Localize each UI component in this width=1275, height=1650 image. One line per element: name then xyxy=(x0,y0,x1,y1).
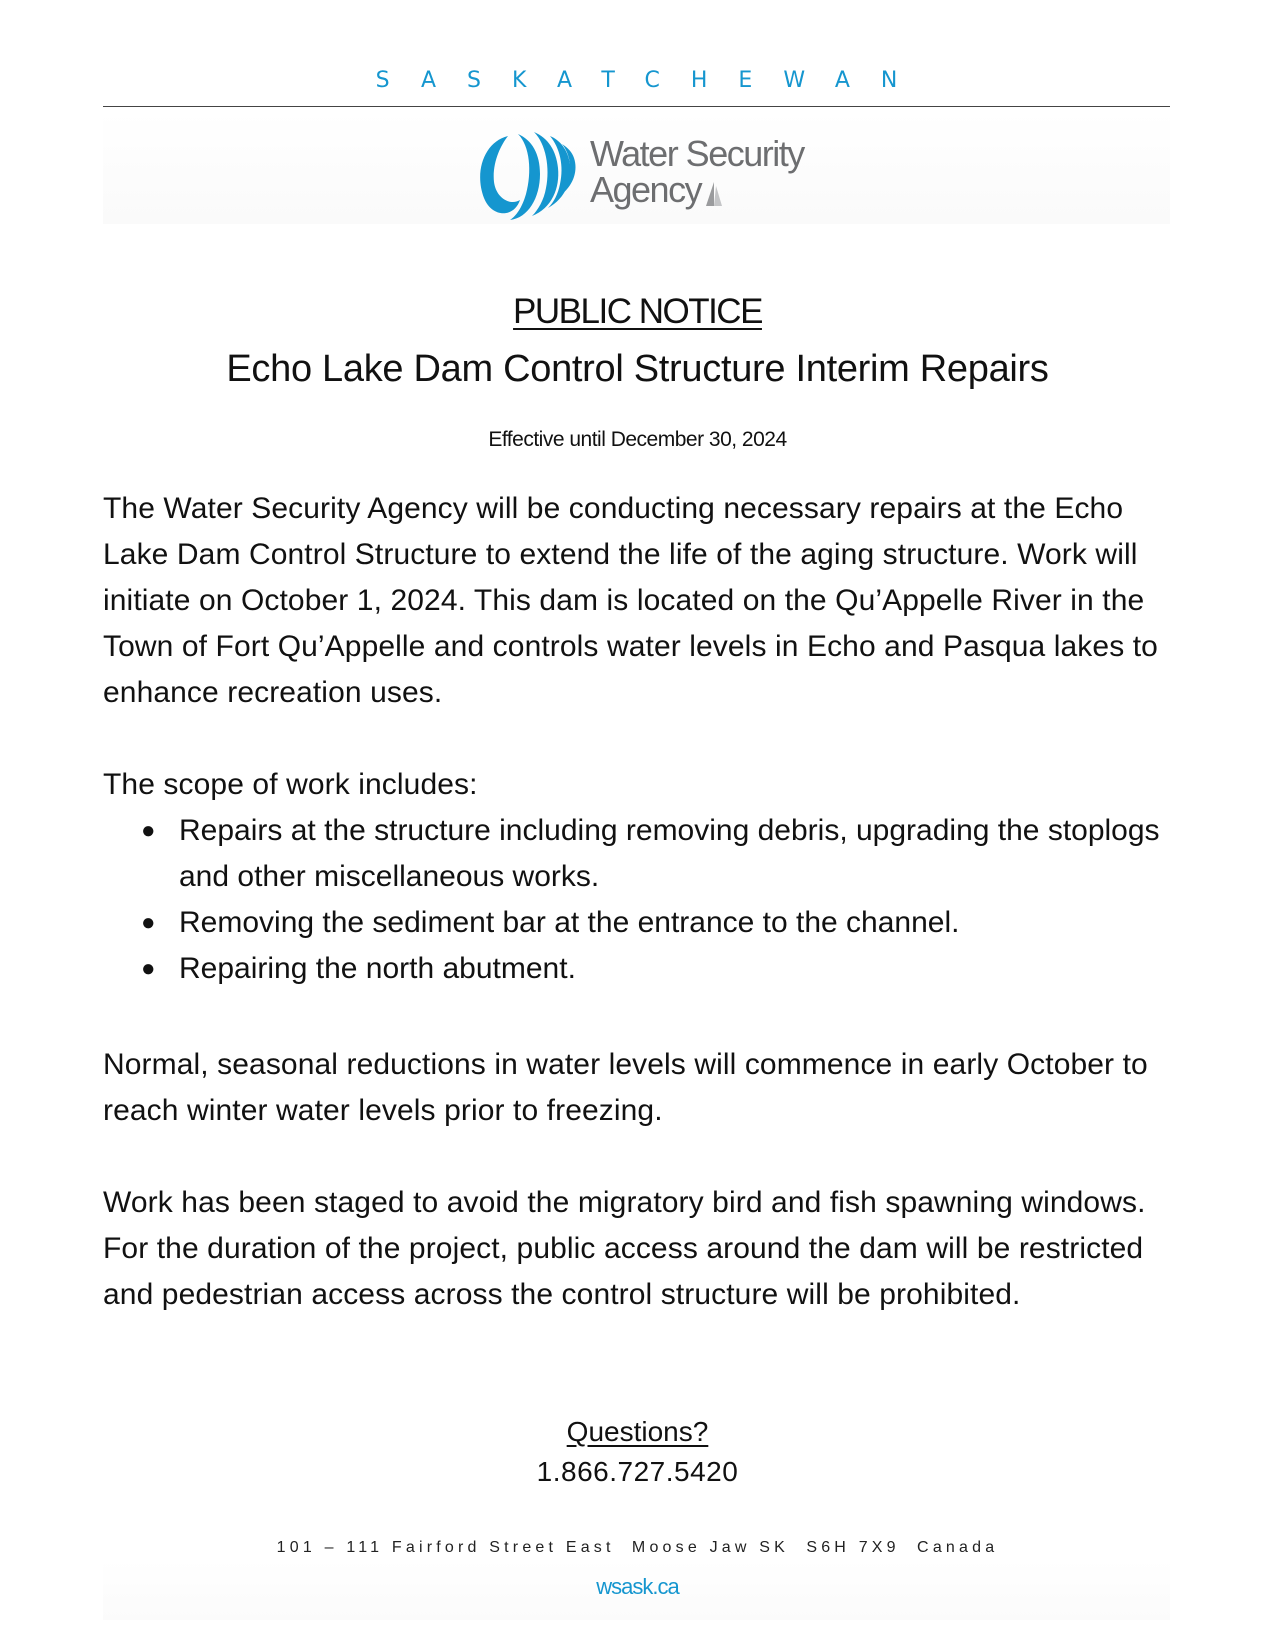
list-item xyxy=(103,808,1163,900)
notice-title: PUBLIC NOTICE xyxy=(513,292,762,331)
questions-label: Questions? xyxy=(566,1416,709,1447)
intro-paragraph: The Water Security Agency will be conducting necessary repairs at the Echo Lake Dam Control Structure to extend the life of the aging structure. Work will initiate on October 1, 2024. This dam is located on the Qu’Appelle River in the Town of Fort Qu’Appelle and controls water levels in Echo and Pasqua lakes to enhance recreation uses. xyxy=(103,492,1158,709)
province-wordmark: SASKATCHEWAN xyxy=(375,68,929,93)
water-drop-logo-icon xyxy=(470,128,582,224)
sail-icon xyxy=(702,180,724,208)
scope-item-text: Removing the sediment bar at the entrance to the channel. xyxy=(179,906,960,939)
scope-item-text: Repairs at the structure including removing debris, upgrading the stoplogs and other miscellaneous works. xyxy=(179,814,1160,893)
list-item xyxy=(103,900,1163,946)
scope-list xyxy=(103,808,1163,992)
header-divider xyxy=(103,106,1170,107)
scope-item-text: Repairing the north abutment. xyxy=(179,952,576,985)
logo-line-2: Agency xyxy=(590,169,702,210)
scope-intro: The scope of work includes: xyxy=(103,768,478,801)
agency-logo-text xyxy=(590,133,804,210)
footer-address: 101 – 111 Fairford Street East Moose Jaw SK S6H 7X9 Canada xyxy=(276,1539,999,1556)
effective-date: Effective until December 30, 2024 xyxy=(488,428,787,451)
agency-logo xyxy=(470,128,810,228)
notice-subtitle: Echo Lake Dam Control Structure Interim Repairs xyxy=(226,348,1049,390)
bullet-icon: ● xyxy=(141,909,156,936)
phone-number: 1.866.727.5420 xyxy=(536,1456,739,1487)
logo-line-1: Water Security xyxy=(590,133,804,174)
bullet-icon: ● xyxy=(141,817,156,844)
bullet-icon: ● xyxy=(141,955,156,982)
access-paragraph: Work has been staged to avoid the migratory bird and fish spawning windows. For the duration of the project, public access around the dam will be restricted and pedestrian access across the control structure will be prohibited. xyxy=(103,1186,1146,1311)
list-item xyxy=(103,946,1163,992)
website-link[interactable]: wsask.ca xyxy=(596,1574,679,1599)
water-levels-paragraph: Normal, seasonal reductions in water levels will commence in early October to reach winter water levels prior to freezing. xyxy=(103,1048,1148,1127)
